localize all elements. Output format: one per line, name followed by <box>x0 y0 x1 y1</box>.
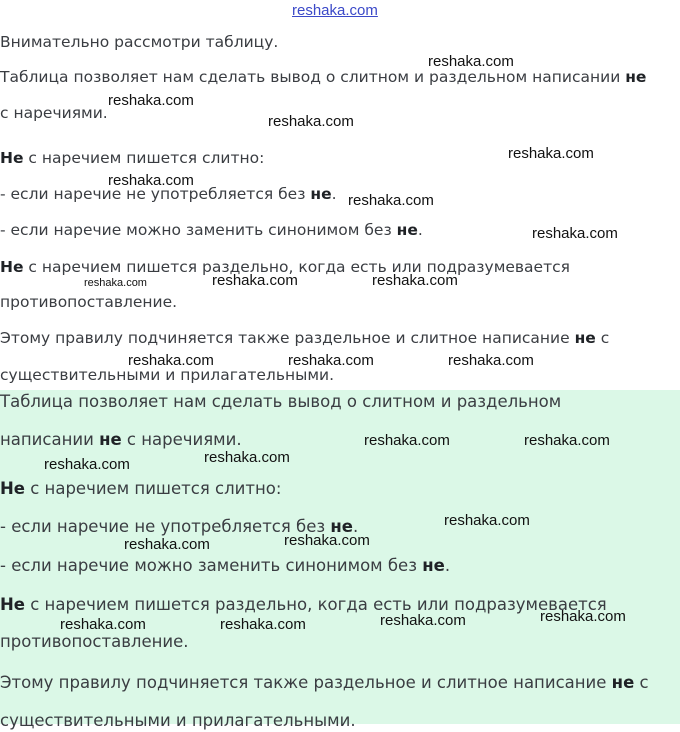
rule-separate-line2: противопоставление. <box>0 293 178 311</box>
watermark: reshaka.com <box>84 277 147 289</box>
green-joined-item-1: - если наречие не употребляется без не. <box>0 517 359 536</box>
watermark: reshaka.com <box>364 432 450 449</box>
rule-also-line2: существительными и прилагательными. <box>0 366 335 384</box>
green-separate-line1: Не с наречием пишется раздельно, когда есть или подразумевается <box>0 595 607 614</box>
watermark: reshaka.com <box>348 192 434 209</box>
watermark: reshaka.com <box>60 616 146 633</box>
green-joined-heading: Не с наречием пишется слитно: <box>0 479 282 498</box>
watermark: reshaka.com <box>540 608 626 625</box>
green-conclusion-line2: написании не с наречиями. <box>0 430 242 449</box>
watermark: reshaka.com <box>532 225 618 242</box>
paragraph-conclusion-line2: с наречиями. <box>0 104 108 122</box>
site-link[interactable]: reshaka.com <box>292 2 378 19</box>
watermark: reshaka.com <box>524 432 610 449</box>
watermark: reshaka.com <box>108 92 194 109</box>
watermark: reshaka.com <box>220 616 306 633</box>
watermark: reshaka.com <box>44 456 130 473</box>
paragraph-conclusion-line1: Таблица позволяет нам сделать вывод о слитном и раздельном написании не <box>0 68 647 86</box>
watermark: reshaka.com <box>128 352 214 369</box>
watermark: reshaka.com <box>212 272 298 289</box>
watermark: reshaka.com <box>448 352 534 369</box>
watermark: reshaka.com <box>204 449 290 466</box>
intro-text: Внимательно рассмотри таблицу. <box>0 33 279 51</box>
green-also-line2: существительными и прилагательными. <box>0 711 356 730</box>
rule-joined-item-2: - если наречие можно заменить синонимом без не. <box>0 221 423 239</box>
green-separate-line2: противопоставление. <box>0 632 189 651</box>
watermark: reshaka.com <box>380 612 466 629</box>
watermark: reshaka.com <box>284 532 370 549</box>
watermark: reshaka.com <box>444 512 530 529</box>
watermark: reshaka.com <box>124 536 210 553</box>
watermark: reshaka.com <box>268 113 354 130</box>
watermark: reshaka.com <box>108 172 194 189</box>
rule-separate-line1: Не с наречием пишется раздельно, когда есть или подразумевается <box>0 258 570 276</box>
rule-also-line1: Этому правилу подчиняется также раздельное и слитное написание не с <box>0 329 610 347</box>
watermark: reshaka.com <box>508 145 594 162</box>
green-conclusion-line1: Таблица позволяет нам сделать вывод о слитном и раздельном <box>0 392 562 411</box>
rule-joined-heading: Не с наречием пишется слитно: <box>0 149 265 167</box>
green-also-line1: Этому правилу подчиняется также раздельное и слитное написание не с <box>0 673 649 692</box>
watermark: reshaka.com <box>428 53 514 70</box>
rule-joined-item-1: - если наречие не употребляется без не. <box>0 185 337 203</box>
watermark: reshaka.com <box>288 352 374 369</box>
green-joined-item-2: - если наречие можно заменить синонимом без не. <box>0 556 451 575</box>
watermark: reshaka.com <box>372 272 458 289</box>
